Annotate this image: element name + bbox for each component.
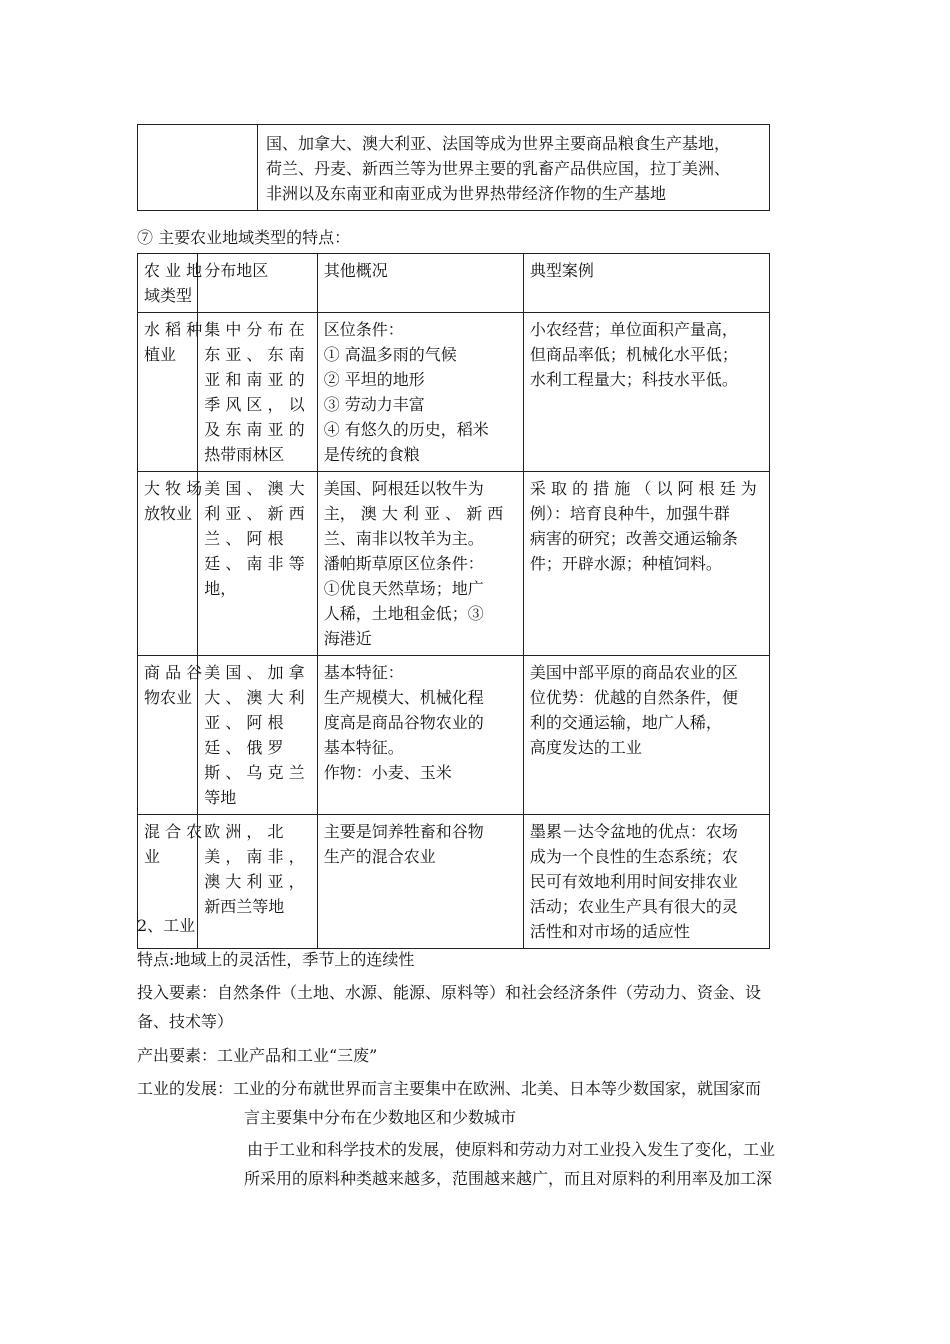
agriculture-type-table xyxy=(137,253,770,949)
industry-development-line4: 所采用的原料种类越来越多，范围越来越广，而且对原料的利用率及加工深 xyxy=(244,1169,773,1188)
text-line: 亚 、 阿 根 xyxy=(204,713,284,732)
case-cell xyxy=(523,472,769,656)
industry-development-line1: 工业的发展：工业的分布就世界而言主要集中在欧洲、北美、日本等少数国家，就国家而 xyxy=(137,1079,762,1098)
header-line: 域类型 xyxy=(144,286,193,305)
text-line: 荷兰、丹麦、新西兰等为世界主要的乳畜产品供应国，拉丁美洲、 xyxy=(266,159,731,178)
text-line: 地， xyxy=(204,579,237,598)
region-cell xyxy=(198,313,317,472)
table-row xyxy=(138,125,770,211)
continuation-cell xyxy=(258,125,770,211)
text-line: ④ 有悠久的历史，稻米 xyxy=(323,420,489,439)
text-line: 非洲以及东南亚和南亚成为世界热带经济作物的生产基地 xyxy=(266,184,667,203)
case-cell xyxy=(523,656,769,815)
text-line: 兰 、 阿 根 xyxy=(204,529,284,548)
text-line: 主要是饲养牲畜和谷物 xyxy=(323,822,484,841)
text-line: 位优势：优越的自然条件，便 xyxy=(529,688,738,707)
text-line: 生产的混合农业 xyxy=(323,847,436,866)
text-line: 利 亚 、 新 西 xyxy=(204,504,305,523)
text-line: 民可有效地利用时间安排农业 xyxy=(529,872,738,891)
industry-heading: 2、工业 xyxy=(137,916,196,935)
type-cell xyxy=(138,313,203,472)
text-line: 混 合 农 xyxy=(144,822,203,841)
text-line: 墨累－达令盆地的优点：农场 xyxy=(529,822,738,841)
text-line: 基本特征： xyxy=(323,663,404,682)
table-row xyxy=(138,472,770,656)
text-line: 季 风 区 ， 以 xyxy=(204,395,305,414)
text-line: 及 东 南 亚 的 xyxy=(204,420,305,439)
text-line: 作物：小麦、玉米 xyxy=(323,763,452,782)
text-line: 采 取 的 措 施 （ 以 阿 根 廷 为 xyxy=(529,479,757,498)
type-cell xyxy=(138,472,203,656)
text-line: 利的交通运输，地广人稀， xyxy=(529,713,722,732)
text-line: 主， 澳 大 利 亚 、 新 西 xyxy=(323,504,504,523)
continuation-table xyxy=(137,124,770,211)
text-line: ① 高温多雨的气候 xyxy=(323,345,457,364)
text-line: 人稀，土地租金低；③ xyxy=(323,604,484,623)
text-line: 物农业 xyxy=(144,688,193,707)
text-line: 大 、 澳 大 利 xyxy=(204,688,305,707)
text-line: 澳 大 利 亚 ， xyxy=(204,872,305,891)
header-line: 农 业 地 xyxy=(144,261,203,280)
text-line: 成为一个良性的生态系统；农 xyxy=(529,847,738,866)
overview-cell xyxy=(317,313,523,472)
text-line: 但商品率低；机械化水平低； xyxy=(529,345,738,364)
header-type xyxy=(138,254,203,313)
text-line: 基本特征。 xyxy=(323,738,404,757)
header-overview xyxy=(317,254,523,313)
industry-outputs: 产出要素：工业产品和工业“三废” xyxy=(137,1046,378,1065)
section-heading: ⑦ 主要农业地域类型的特点： xyxy=(137,228,351,247)
overview-cell xyxy=(317,656,523,815)
text-line: 潘帕斯草原区位条件： xyxy=(323,554,484,573)
text-line: 国、加拿大、澳大利亚、法国等成为世界主要商品粮食生产基地， xyxy=(266,134,731,153)
text-line: 新西兰等地 xyxy=(204,897,285,916)
text-line: 商 品 谷 xyxy=(144,663,203,682)
industry-features: 特点:地域上的灵活性，季节上的连续性 xyxy=(137,950,415,969)
text-line: 业 xyxy=(144,847,161,866)
text-line: 廷 、 南 非 等 xyxy=(204,554,305,573)
text-line: 海港近 xyxy=(323,629,372,648)
text-line: 区位条件： xyxy=(323,320,404,339)
text-line: 水 稻 种 xyxy=(144,320,203,339)
text-line: 欧 洲 ， 北 xyxy=(204,822,284,841)
text-line: 大 牧 场 xyxy=(144,479,203,498)
text-line: 生产规模大、机械化程 xyxy=(323,688,484,707)
text-line: 水利工程量大；科技水平低。 xyxy=(529,370,738,389)
header-line: 其他概况 xyxy=(323,261,388,280)
industry-development-line3: 由于工业和科学技术的发展，使原料和劳动力对工业投入发生了变化，工业 xyxy=(247,1140,776,1159)
text-line: 集 中 分 布 在 xyxy=(204,320,305,339)
type-cell xyxy=(138,656,203,815)
text-line: 高度发达的工业 xyxy=(529,738,642,757)
table-header-row xyxy=(138,254,770,313)
text-line: 植业 xyxy=(144,345,177,364)
case-cell xyxy=(523,313,769,472)
industry-inputs-line1: 投入要素：自然条件（土地、水源、能源、原料等）和社会经济条件（劳动力、资金、设 xyxy=(137,983,762,1002)
table-row xyxy=(138,656,770,815)
text-line: ①优良天然草场；地广 xyxy=(323,579,484,598)
overview-cell xyxy=(317,472,523,656)
region-cell xyxy=(198,656,317,815)
text-line: 病害的研究；改善交通运输条 xyxy=(529,529,738,548)
text-line: 美国、阿根廷以牧牛为 xyxy=(323,479,484,498)
table-row xyxy=(138,313,770,472)
text-line: 斯 、 乌 克 兰 xyxy=(204,763,305,782)
text-line: 例）：培育良种牛，加强牛群 xyxy=(529,504,730,523)
text-line: 是传统的食粮 xyxy=(323,445,420,464)
text-line: ③ 劳动力丰富 xyxy=(323,395,425,414)
text-line: 美 ， 南 非 ， xyxy=(204,847,305,866)
text-line: 亚 和 南 亚 的 xyxy=(204,370,305,389)
text-line: 美 国 、 加 拿 xyxy=(204,663,305,682)
header-region xyxy=(198,254,317,313)
header-line: 分布地区 xyxy=(204,261,269,280)
region-cell xyxy=(198,472,317,656)
text-line: 等地 xyxy=(204,788,237,807)
text-line: 放牧业 xyxy=(144,504,193,523)
header-line: 典型案例 xyxy=(529,261,594,280)
industry-development-line2: 言主要集中分布在少数地区和少数城市 xyxy=(244,1108,517,1127)
text-line: 美 国 、 澳 大 xyxy=(204,479,305,498)
header-case xyxy=(523,254,769,313)
text-line: 活动；农业生产具有很大的灵 xyxy=(529,897,738,916)
text-line: ② 平坦的地形 xyxy=(323,370,425,389)
text-line: 美国中部平原的商品农业的区 xyxy=(529,663,738,682)
text-line: 小农经营；单位面积产量高， xyxy=(529,320,738,339)
text-line: 度高是商品谷物农业的 xyxy=(323,713,484,732)
text-line: 东 亚 、 东 南 xyxy=(204,345,305,364)
industry-inputs-line2: 备、技术等） xyxy=(137,1012,234,1031)
text-line: 热带雨林区 xyxy=(204,445,285,464)
empty-cell xyxy=(138,125,258,211)
text-line: 活性和对市场的适应性 xyxy=(529,922,690,941)
text-line: 件；开辟水源；种植饲料。 xyxy=(529,554,722,573)
text-line: 廷 、 俄 罗 xyxy=(204,738,284,757)
text-line: 兰、南非以牧羊为主。 xyxy=(323,529,484,548)
